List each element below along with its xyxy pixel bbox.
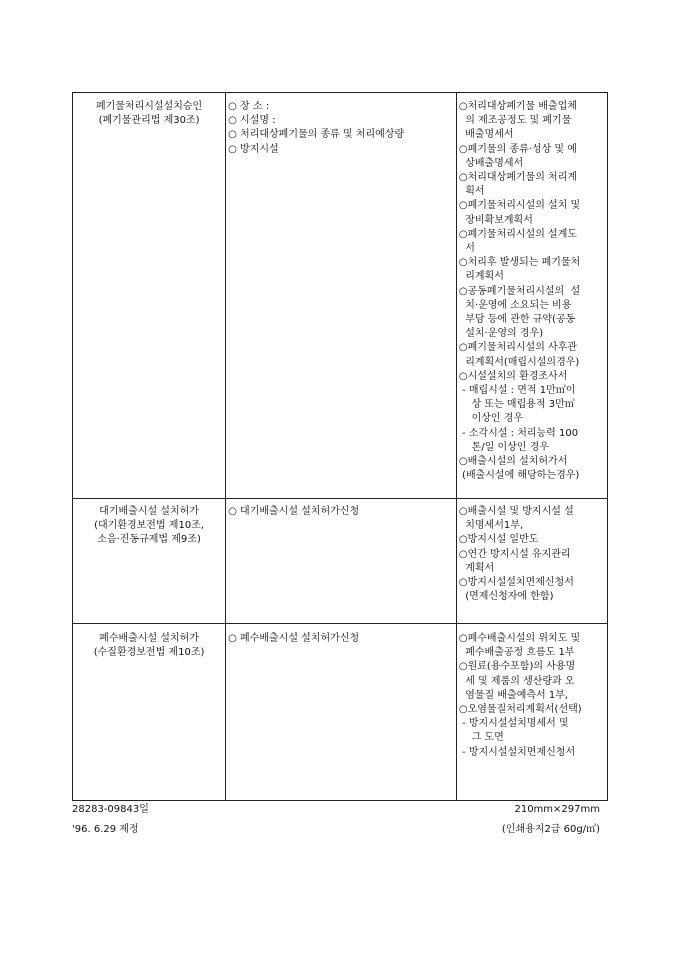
permit-law: (수질환경보전법 제10조) bbox=[93, 647, 205, 659]
attachment-line: ○폐기물처리시설의 설치 및 bbox=[458, 200, 581, 212]
document-item: ○ 장 소 : bbox=[228, 101, 270, 112]
document-item: ○ 대기배출시설 설치허가신청 bbox=[228, 506, 360, 517]
attachment-line: 이상인 경우 bbox=[458, 413, 524, 425]
attachment-line: 의 제조공정도 및 폐기물 bbox=[458, 115, 572, 127]
attachment-line: ○방지시설 일반도 bbox=[458, 534, 539, 546]
documents-cell bbox=[226, 499, 457, 624]
paper-size: 210mm×297mm bbox=[514, 804, 600, 815]
table-row bbox=[73, 100, 608, 499]
attachment-line: 리계획서(매립시설의경우) bbox=[458, 356, 580, 368]
attachment-line: ○폐기물의 종류·성상 및 예 bbox=[458, 143, 577, 155]
attachment-line: - 방지시설설치명세서 및 bbox=[458, 718, 569, 730]
attachment-line: ○오염물질처리계획서(선택) bbox=[458, 704, 582, 716]
attachment-line: ○원료(용수포함)의 사용명 bbox=[458, 661, 576, 673]
form-date: '96. 6.29 제정 bbox=[72, 824, 139, 835]
attachment-line: 염물질 배출예측서 1부, bbox=[458, 689, 569, 701]
attachment-line: ○방지시설설치면제신청서 bbox=[458, 577, 574, 589]
table-top-border bbox=[73, 93, 608, 101]
attachment-line: ○처리후 발생되는 폐기물처 bbox=[458, 257, 581, 269]
attachments-list bbox=[459, 100, 605, 483]
form-code: 28283-09843일 bbox=[72, 804, 149, 815]
attachment-line: ○시설설치의 환경조사서 bbox=[458, 370, 568, 382]
attachment-line: 장비확보계획서 bbox=[458, 214, 533, 226]
document-item: ○ 시설명 : bbox=[228, 115, 276, 127]
attachments-list bbox=[459, 632, 605, 760]
attachment-line: (면제신청자에 한함) bbox=[458, 591, 554, 603]
attachment-line: 서 bbox=[458, 243, 475, 255]
attachment-line: - 소각시설 : 처리능력 100 bbox=[458, 427, 579, 439]
attachment-line: 치·운영에 소요되는 비용 bbox=[458, 299, 572, 311]
attachment-line: 설치·운영의 경우) bbox=[458, 328, 544, 340]
attachment-line: 세 및 제품의 생산량과 오 bbox=[458, 675, 575, 687]
attachment-line: 리계획서 bbox=[458, 271, 504, 283]
attachments-cell bbox=[456, 499, 607, 624]
permit-title: 폐수배출시설 설치허가 bbox=[99, 633, 199, 644]
document-item: ○ 폐수배출시설 설치허가신청 bbox=[228, 633, 360, 644]
table-row bbox=[73, 624, 608, 801]
attachment-line: 폐수배출공정 흐름도 1부 bbox=[458, 647, 575, 659]
attachment-line: 계획서 bbox=[458, 562, 495, 574]
document-item: ○ 처리대상폐기물의 종류 및 처리예상량 bbox=[228, 129, 405, 141]
attachment-line: ○폐수배출시설의 위치도 및 bbox=[458, 633, 581, 644]
permit-table bbox=[72, 92, 608, 801]
documents-cell bbox=[226, 100, 457, 499]
permit-law: (대기환경보전법 제10조, bbox=[94, 520, 205, 532]
attachment-line: ○배출시설 및 방지시설 설 bbox=[458, 506, 574, 517]
attachment-line: 상 또는 매립용적 3만㎥ bbox=[458, 399, 575, 411]
permit-cell bbox=[73, 499, 226, 624]
attachment-line: ○처리대상폐기물 배출업체 bbox=[458, 101, 578, 112]
permit-title: 폐기물처리시설설치승인 bbox=[95, 101, 203, 112]
attachments-cell bbox=[456, 624, 607, 801]
form-footer-left bbox=[72, 800, 149, 840]
paper-spec: (인쇄용지2급 60g/㎡) bbox=[501, 824, 600, 835]
attachments-cell bbox=[456, 100, 607, 499]
document-item: ○ 방지시설 bbox=[228, 143, 279, 155]
attachment-line: ○폐기물처리시설의 설계도 bbox=[458, 228, 578, 240]
documents-cell bbox=[226, 624, 457, 801]
permit-title: 대기배출시설 설치허가 bbox=[99, 506, 199, 517]
attachment-line: ○폐기물처리시설의 사후관 bbox=[458, 342, 578, 354]
form-footer-right bbox=[502, 800, 600, 840]
attachment-line: (배출시설에 해당하는경우) bbox=[458, 470, 580, 482]
attachments-list bbox=[459, 505, 605, 604]
attachment-line: 배출명세서 bbox=[458, 129, 514, 141]
permit-cell bbox=[73, 100, 226, 499]
attachment-line: ○처리대상폐기물의 처리계 bbox=[458, 172, 578, 184]
attachment-line: 상배출명세서 bbox=[458, 157, 524, 169]
attachment-line: ○공동폐기물처리시설의 설 bbox=[458, 285, 581, 297]
attachment-line: 그 도면 bbox=[458, 732, 504, 744]
permit-cell bbox=[73, 624, 226, 801]
attachment-line: - 방지시설설치면제신청서 bbox=[458, 746, 576, 758]
permit-law: (폐기물관리법 제30조) bbox=[98, 115, 200, 127]
attachment-line: 부담 등에 관한 규약(공동 bbox=[458, 314, 576, 326]
permit-law: 소음·진동규제법 제9조) bbox=[97, 534, 201, 546]
attachment-line: 치명세서1부, bbox=[458, 520, 524, 532]
attachment-line: - 매립시설 : 면적 1만㎡이 bbox=[458, 385, 576, 397]
attachment-line: ○연간 방지시설 유지관리 bbox=[458, 548, 571, 560]
attachment-line: 획서 bbox=[458, 186, 485, 198]
permit-table-sheet bbox=[72, 92, 608, 801]
table-row bbox=[73, 499, 608, 624]
attachment-line: ○배출시설의 설치허가서 bbox=[458, 456, 568, 468]
attachment-line: 톤/일 이상인 경우 bbox=[458, 441, 549, 453]
